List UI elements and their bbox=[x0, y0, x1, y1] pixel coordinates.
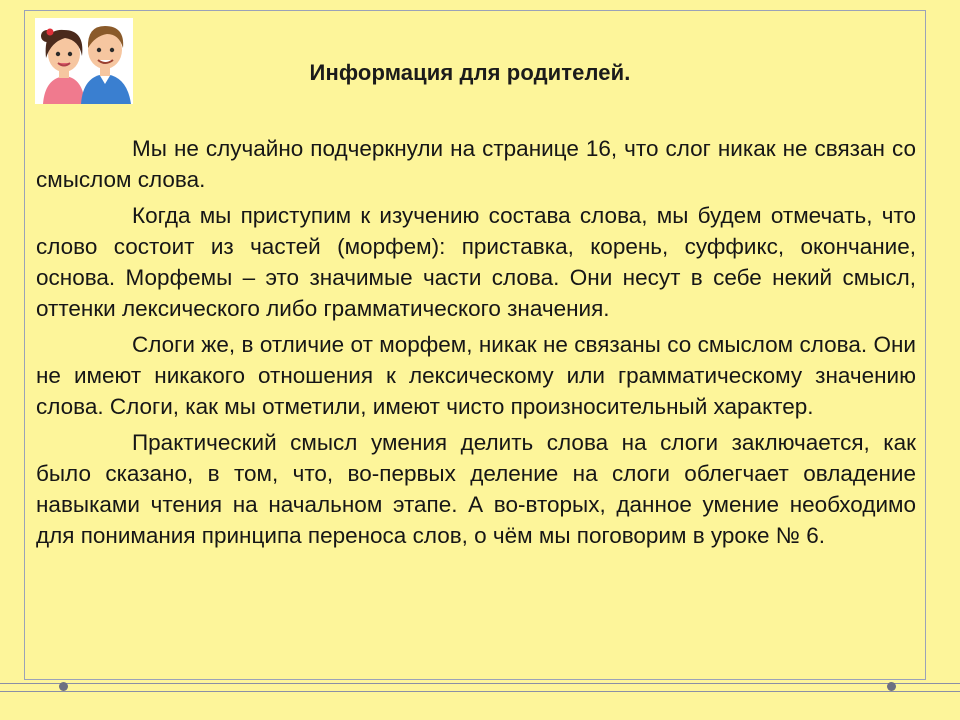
paragraph-1: Мы не случайно подчеркнули на странице 16, что слог никак не связан со смыслом слова. bbox=[36, 136, 916, 192]
footer-dot-right-icon bbox=[887, 682, 896, 691]
footer-divider-top bbox=[0, 683, 960, 684]
footer-divider-bottom bbox=[0, 691, 960, 692]
paragraph-3: Слоги же, в отличие от морфем, никак не связаны со смыслом слова. Они не имеют никакого отношения к лексическому или грамматическому значению слова. Слоги, как мы отметили, имеют чисто произносительный характер. bbox=[36, 332, 916, 419]
page-title: Информация для родителей. bbox=[309, 60, 631, 85]
paragraph-2: Когда мы приступим к изучению состава слова, мы будем отмечать, что слово состоит из частей (морфем): приставка, корень, суффикс, окончание, основа. Морфемы – это значимые части слова. Они несут в себе некий смысл, оттенки лексического либо грамматического значения. bbox=[36, 203, 916, 321]
footer-dot-left-icon bbox=[59, 682, 68, 691]
paragraph-4: Практический смысл умения делить слова на слоги заключается, как было сказано, в том, что, во-первых деление на слоги облегчает овладение навыками чтения на начальном этапе. А во-вторых, данное умение необходимо для понимания принципа переноса слов, о чём мы поговорим в уроке № 6. bbox=[36, 430, 916, 548]
body-text bbox=[36, 133, 916, 556]
